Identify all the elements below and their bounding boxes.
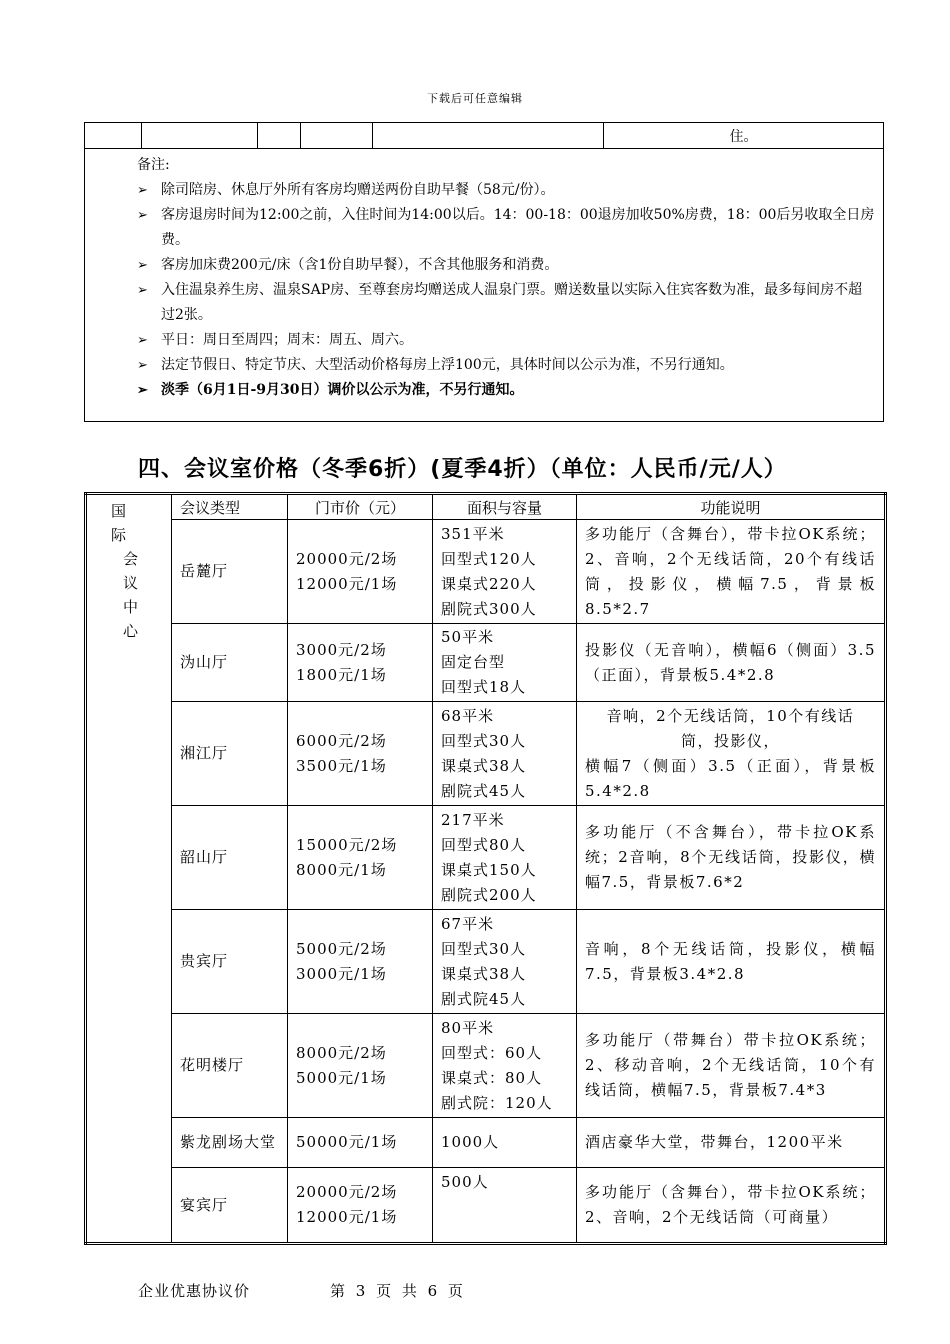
capacity-line: 1000人 — [441, 1133, 500, 1151]
arrow-bullet-icon: ➢ — [137, 333, 148, 348]
room-function: 多功能厅（含舞台），带卡拉OK系统；2、音响，2个无线话筒，20个有线话筒，投影仪，横幅7.5，背景板8.5*2.7 — [577, 520, 886, 624]
capacity-line: 剧式院：120人 — [441, 1093, 553, 1112]
price-line: 8000元/2场 — [296, 1043, 387, 1062]
price-line: 1800元/1场 — [296, 665, 387, 684]
remark-item — [135, 178, 875, 203]
table-row — [86, 1014, 886, 1118]
table-cell-live: 住。 — [604, 123, 884, 149]
arrow-bullet-icon: ➢ — [137, 258, 148, 273]
function-line: 音响，2个无线话筒，10个有线话 — [606, 706, 855, 725]
price-line: 5000元/1场 — [296, 1068, 387, 1087]
remarks-cell — [85, 149, 884, 422]
room-capacity — [433, 910, 577, 1014]
footer-left: 企业优惠协议价 — [138, 1282, 251, 1300]
header-note: 下载后可任意编辑 — [427, 92, 523, 105]
capacity-line: 回型式30人 — [441, 731, 527, 750]
remarks — [85, 149, 883, 403]
remark-item — [135, 203, 875, 253]
room-capacity — [433, 1014, 577, 1118]
center-name-char: 中 — [123, 598, 139, 616]
room-capacity — [433, 702, 577, 806]
room-price — [288, 1014, 433, 1118]
arrow-bullet-icon: ➢ — [137, 383, 148, 398]
table-row — [86, 806, 886, 910]
room-name: 花明楼厅 — [172, 1014, 288, 1118]
table-row — [86, 1118, 886, 1168]
room-capacity — [433, 1118, 577, 1168]
room-name: 沩山厅 — [172, 624, 288, 702]
capacity-line: 课桌式150人 — [441, 860, 537, 879]
capacity-line: 回型式30人 — [441, 939, 527, 958]
column-header: 门市价（元） — [288, 494, 433, 520]
meeting-room-price-table — [84, 492, 887, 1245]
price-line: 15000元/2场 — [296, 835, 398, 854]
room-price — [288, 624, 433, 702]
room-name: 宴宾厅 — [172, 1168, 288, 1244]
room-function: 多功能厅（不含舞台），带卡拉OK系统；2音响，8个无线话筒，投影仪，横幅7.5，背景板7.6*2 — [577, 806, 886, 910]
section-title: 四、会议室价格（冬季6折）(夏季4折）（单位：人民币/元/人） — [138, 457, 787, 482]
capacity-line: 固定台型 — [441, 653, 506, 671]
center-name-char: 心 — [123, 622, 139, 640]
center-name-char: 议 — [123, 574, 139, 592]
capacity-line: 剧院式300人 — [441, 599, 537, 618]
room-name: 湘江厅 — [172, 702, 288, 806]
capacity-line: 课桌式：80人 — [441, 1068, 543, 1087]
page-number: 第 3 页 共 6 页 — [330, 1282, 464, 1300]
remark-text: 除司陪房、休息厅外所有客房均赠送两份自助早餐（58元/份）。 — [161, 182, 555, 198]
center-name-cell — [86, 494, 172, 1244]
footer — [138, 1280, 464, 1301]
table-cell — [85, 123, 142, 149]
table-row — [86, 702, 886, 806]
capacity-line: 50平米 — [441, 628, 495, 646]
room-capacity — [433, 520, 577, 624]
center-name-char: 际 — [111, 526, 127, 544]
center-name — [87, 499, 171, 643]
room-function: 酒店豪华大堂，带舞台，1200平米 — [577, 1118, 886, 1168]
capacity-line: 课桌式38人 — [441, 756, 527, 775]
column-header: 功能说明 — [577, 494, 886, 520]
column-header: 面积与容量 — [433, 494, 577, 520]
price-line: 12000元/1场 — [296, 574, 398, 593]
room-name: 韶山厅 — [172, 806, 288, 910]
room-name: 紫龙剧场大堂 — [172, 1118, 288, 1168]
price-line: 12000元/1场 — [296, 1208, 398, 1226]
remark-item — [135, 353, 875, 378]
room-price — [288, 910, 433, 1014]
room-price — [288, 1118, 433, 1168]
table-cell — [142, 123, 258, 149]
remark-text: 客房退房时间为12:00之前，入住时间为14:00以后。14：00-18：00退房加收50%房费，18：00后另收取全日房费。 — [161, 207, 875, 248]
room-price — [288, 1168, 433, 1244]
remarks-list — [135, 178, 875, 403]
arrow-bullet-icon: ➢ — [137, 283, 148, 298]
remarks-title: 备注: — [137, 157, 170, 173]
room-capacity — [433, 624, 577, 702]
room-capacity — [433, 1168, 577, 1244]
table-cell — [301, 123, 373, 149]
room-price — [288, 520, 433, 624]
table-row — [86, 1168, 886, 1244]
table-row-tail — [85, 123, 884, 149]
center-name-char: 国 — [111, 502, 127, 520]
remark-item — [135, 328, 875, 353]
room-capacity — [433, 806, 577, 910]
room-remarks-table — [84, 122, 884, 422]
price-line: 8000元/1场 — [296, 860, 387, 879]
price-line: 3000元/1场 — [296, 964, 387, 983]
capacity-line: 剧院式200人 — [441, 885, 537, 904]
capacity-line: 回型式：60人 — [441, 1043, 543, 1062]
remark-text: 淡季（6月1日-9月30日）调价以公示为准，不另行通知。 — [161, 382, 524, 398]
capacity-line: 80平米 — [441, 1018, 495, 1037]
room-price — [288, 702, 433, 806]
capacity-line: 68平米 — [441, 706, 495, 725]
table-row — [86, 910, 886, 1014]
price-line: 50000元/1场 — [296, 1133, 398, 1151]
price-line: 20000元/2场 — [296, 1183, 398, 1201]
capacity-line: 课桌式38人 — [441, 964, 527, 983]
capacity-line: 217平米 — [441, 810, 505, 829]
capacity-line: 课桌式220人 — [441, 574, 537, 593]
arrow-bullet-icon: ➢ — [137, 183, 148, 198]
room-function — [577, 702, 886, 806]
room-function: 音响，8个无线话筒，投影仪，横幅7.5，背景板3.4*2.8 — [577, 910, 886, 1014]
table-row — [86, 520, 886, 624]
capacity-line: 剧式院45人 — [441, 989, 527, 1008]
room-function: 投影仪（无音响），横幅6（侧面）3.5（正面），背景板5.4*2.8 — [577, 624, 886, 702]
room-function: 多功能厅（含舞台），带卡拉OK系统；2、音响，2个无线话筒（可商量） — [577, 1168, 886, 1244]
table-header-row — [86, 494, 886, 520]
remark-item — [135, 378, 875, 403]
capacity-line: 351平米 — [441, 524, 505, 543]
remark-item — [135, 278, 875, 328]
table-row — [86, 624, 886, 702]
remark-item — [135, 253, 875, 278]
arrow-bullet-icon: ➢ — [137, 208, 148, 223]
room-function: 多功能厅（带舞台）带卡拉OK系统；2、移动音响，2个无线话筒，10个有线话筒，横幅7.5，背景板7.4*3 — [577, 1014, 886, 1118]
table-cell — [258, 123, 301, 149]
arrow-bullet-icon: ➢ — [137, 358, 148, 373]
price-line: 5000元/2场 — [296, 939, 387, 958]
room-price — [288, 806, 433, 910]
function-line: 筒，投影仪， — [680, 731, 780, 750]
remark-text: 入住温泉养生房、温泉SAP房、至尊套房均赠送成人温泉门票。赠送数量以实际入住宾客数为准，最多每间房不超过2张。 — [161, 282, 863, 323]
price-line: 6000元/2场 — [296, 731, 387, 750]
capacity-line: 500人 — [441, 1173, 489, 1191]
room-name: 岳麓厅 — [172, 520, 288, 624]
table-cell — [373, 123, 604, 149]
capacity-line: 回型式120人 — [441, 549, 537, 568]
price-line: 3500元/1场 — [296, 756, 387, 775]
price-line: 3000元/2场 — [296, 640, 387, 659]
center-name-char: 会 — [123, 550, 139, 568]
function-line: 横幅7（侧面）3.5（正面），背景板5.4*2.8 — [585, 756, 876, 800]
capacity-line: 回型式80人 — [441, 835, 527, 854]
capacity-line: 67平米 — [441, 914, 495, 933]
column-header: 会议类型 — [172, 494, 288, 520]
price-line: 20000元/2场 — [296, 549, 398, 568]
capacity-line: 回型式18人 — [441, 678, 527, 696]
remark-text: 法定节假日、特定节庆、大型活动价格每房上浮100元，具体时间以公示为准，不另行通知。 — [161, 357, 734, 373]
room-name: 贵宾厅 — [172, 910, 288, 1014]
remark-text: 平日：周日至周四；周末：周五、周六。 — [161, 332, 413, 348]
capacity-line: 剧院式45人 — [441, 781, 527, 800]
remark-text: 客房加床费200元/床（含1份自助早餐），不含其他服务和消费。 — [161, 257, 559, 273]
